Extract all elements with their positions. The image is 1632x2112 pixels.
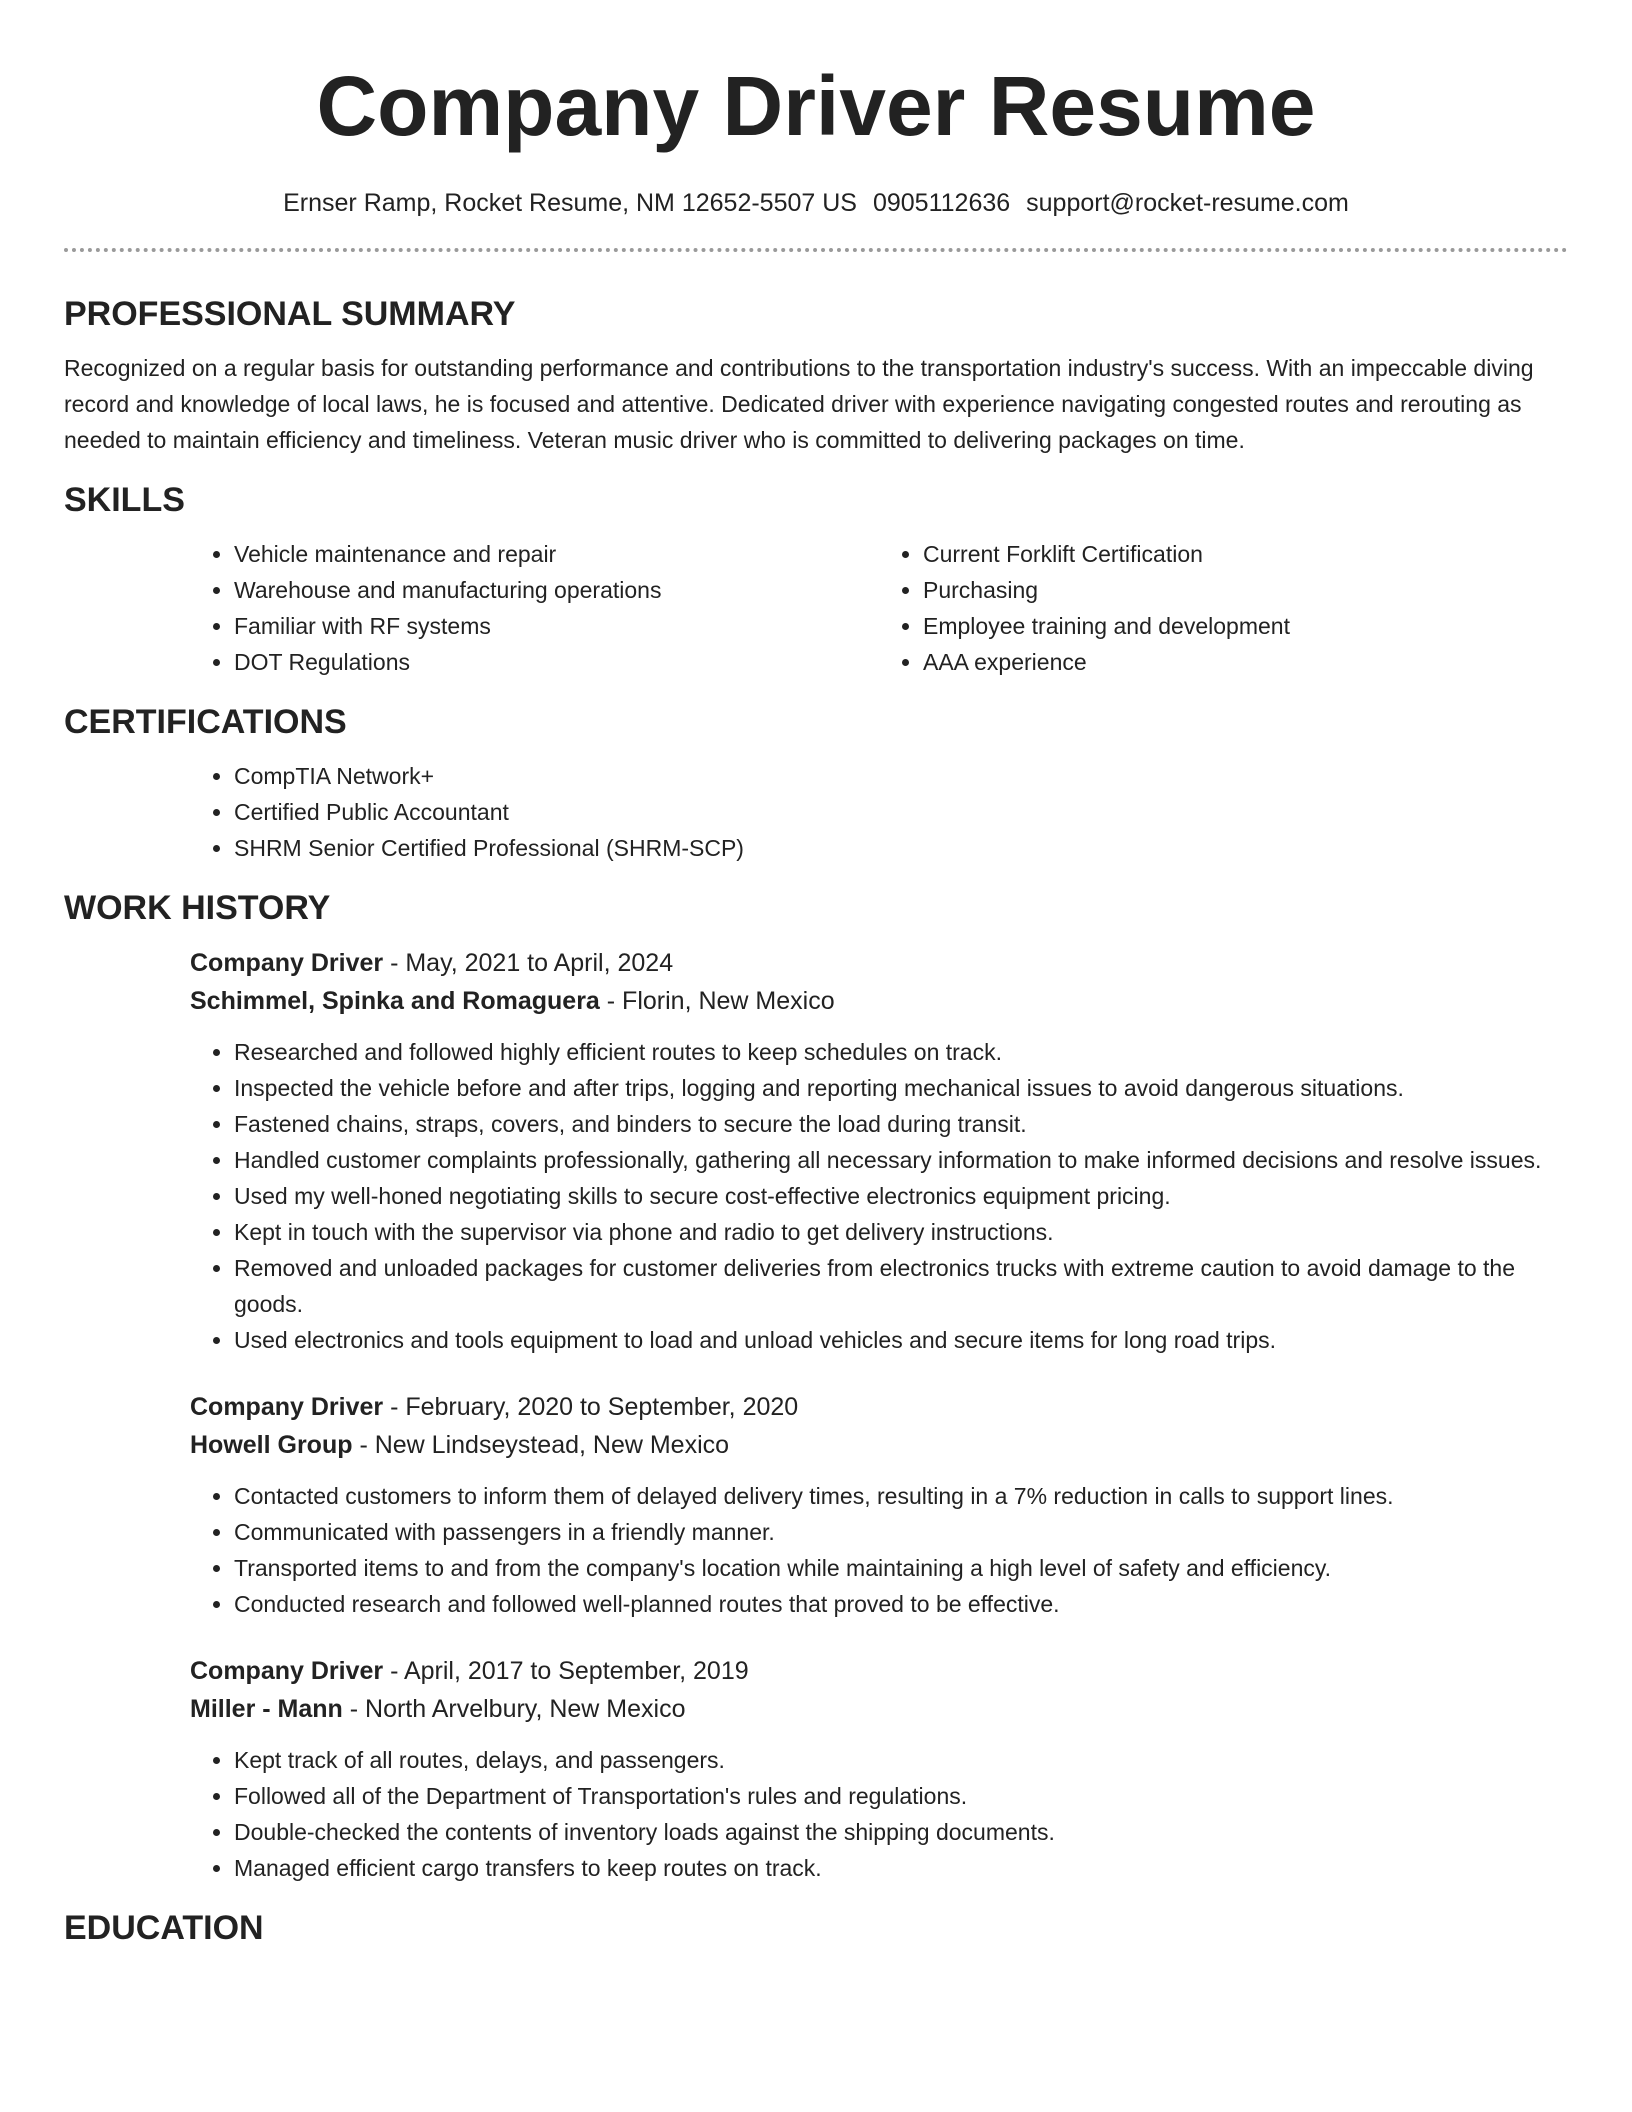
list-item: • CompTIA Network+ — [234, 758, 1568, 794]
job-entry — [190, 1652, 1568, 1886]
list-item: • Inspected the vehicle before and after trips, logging and reporting mechanical issues to avoid dangerous situations. — [234, 1070, 1568, 1106]
job-location: - North Arvelbury, New Mexico — [342, 1695, 686, 1723]
job-role: Company Driver — [190, 1657, 384, 1685]
skills-column-left — [190, 536, 879, 680]
section-title-work-history: WORK HISTORY — [64, 889, 331, 927]
job-role-line — [190, 1388, 1568, 1426]
job-dates: - February, 2020 to September, 2020 — [383, 1393, 799, 1421]
list-item: • Purchasing — [923, 572, 1568, 608]
list-item: • Transported items to and from the company's location while maintaining a high level of safety and efficiency. — [234, 1550, 1568, 1586]
list-item: • Familiar with RF systems — [234, 608, 879, 644]
list-item: • Communicated with passengers in a friendly manner. — [234, 1514, 1568, 1550]
job-company: Schimmel, Spinka and Romaguera — [190, 987, 600, 1015]
job-entry — [190, 944, 1568, 1358]
section-title-certifications: CERTIFICATIONS — [64, 703, 347, 741]
section-title-summary: PROFESSIONAL SUMMARY — [64, 295, 516, 333]
resume-title: Company Driver Resume — [316, 59, 1316, 153]
job-bullets — [190, 1478, 1568, 1622]
address: Ernser Ramp, Rocket Resume, NM 12652-5507 US — [283, 189, 857, 217]
phone: 0905112636 — [872, 189, 1011, 217]
job-company-line — [190, 1426, 1568, 1464]
list-item: • Used electronics and tools equipment to load and unload vehicles and secure items for long road trips. — [234, 1322, 1568, 1358]
certifications-list — [190, 758, 1568, 866]
list-item: • Used my well-honed negotiating skills to secure cost-effective electronics equipment pricing. — [234, 1178, 1568, 1214]
list-item: • Vehicle maintenance and repair — [234, 536, 879, 572]
job-company-line — [190, 982, 1568, 1020]
list-item: • Double-checked the contents of inventory loads against the shipping documents. — [234, 1814, 1568, 1850]
certifications-bullets — [190, 758, 1568, 866]
job-company-line — [190, 1690, 1568, 1728]
job-company: Howell Group — [190, 1431, 353, 1459]
job-company: Miller - Mann — [190, 1695, 343, 1723]
job-dates: - May, 2021 to April, 2024 — [383, 949, 674, 977]
list-item: • Researched and followed highly efficient routes to keep schedules on track. — [234, 1034, 1568, 1070]
job-location: - Florin, New Mexico — [599, 987, 835, 1015]
list-item: • Managed efficient cargo transfers to keep routes on track. — [234, 1850, 1568, 1886]
section-title-skills: SKILLS — [64, 481, 185, 519]
list-item: • Kept in touch with the supervisor via phone and radio to get delivery instructions. — [234, 1214, 1568, 1250]
list-item: • SHRM Senior Certified Professional (SHRM-SCP) — [234, 830, 1568, 866]
list-item: • Followed all of the Department of Transportation's rules and regulations. — [234, 1778, 1568, 1814]
list-item: • Removed and unloaded packages for customer deliveries from electronics trucks with extreme caution to avoid damage to the goods. — [234, 1250, 1568, 1322]
dotted-divider — [64, 248, 1568, 252]
skills-list — [190, 536, 1568, 680]
job-dates: - April, 2017 to September, 2019 — [383, 1657, 749, 1685]
summary-text: Recognized on a regular basis for outstanding performance and contributions to the transportation industry's success. With an impeccable diving record and knowledge of local laws, he is focused and attentive. Dedicated driver with experience navigating congested routes and rerouting as needed to maintain efficiency and timeliness. Veteran music driver who is committed to delivering packages on time. — [64, 355, 1534, 453]
job-bullets — [190, 1034, 1568, 1358]
list-item: • DOT Regulations — [234, 644, 879, 680]
job-entry — [190, 1388, 1568, 1622]
job-role-line — [190, 944, 1568, 982]
list-item: • Conducted research and followed well-planned routes that proved to be effective. — [234, 1586, 1568, 1622]
job-location: - New Lindseystead, New Mexico — [352, 1431, 730, 1459]
job-role-line — [190, 1652, 1568, 1690]
job-bullets — [190, 1742, 1568, 1886]
list-item: • Warehouse and manufacturing operations — [234, 572, 879, 608]
list-item: • Fastened chains, straps, covers, and binders to secure the load during transit. — [234, 1106, 1568, 1142]
list-item: • Kept track of all routes, delays, and passengers. — [234, 1742, 1568, 1778]
list-item: • Handled customer complaints professionally, gathering all necessary information to make informed decisions and resolve issues. — [234, 1142, 1568, 1178]
job-role: Company Driver — [190, 949, 384, 977]
contact-line — [64, 154, 1568, 220]
list-item: • AAA experience — [923, 644, 1568, 680]
skills-column-right — [879, 536, 1568, 680]
list-item: • Contacted customers to inform them of delayed delivery times, resulting in a 7% reduction in calls to support lines. — [234, 1478, 1568, 1514]
list-item: • Certified Public Accountant — [234, 794, 1568, 830]
list-item: • Current Forklift Certification — [923, 536, 1568, 572]
job-role: Company Driver — [190, 1393, 384, 1421]
section-title-education: EDUCATION — [64, 1909, 264, 1947]
list-item: • Employee training and development — [923, 608, 1568, 644]
email: support@rocket-resume.com — [1026, 189, 1349, 217]
